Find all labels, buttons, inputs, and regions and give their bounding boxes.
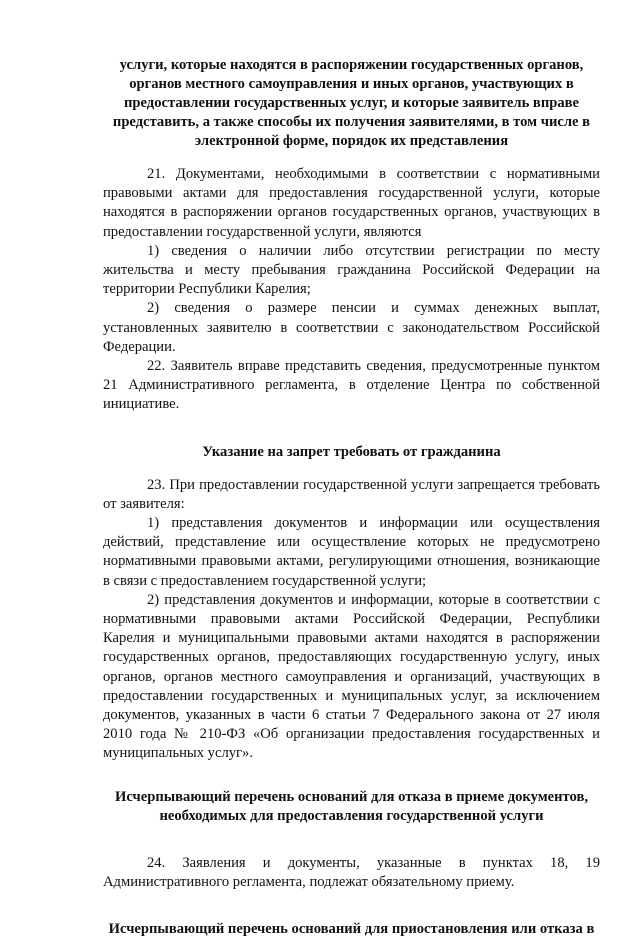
paragraph-23-item-2: 2) представления документов и информации, которые в соответствии с нормативными правовыми актами Российской Федерации, Республики Карелия и муниципальными правовыми актами находятся в распоряжении государственных органов, предоставляющих государственную услугу, иных органов, органов местного самоуправления и организаций, участвующих в предоставлении государственных и муниципальных услуг, за исключением документов, указанных в части 6 статьи 7 Федерального закона от 27 июля 2010 года № 210-ФЗ «Об организации предоставления государственных и муниципальных услуг». — [103, 591, 600, 762]
paragraph-23-item-1: 1) представления документов и информации или осуществления действий, представление или осуществление которых не предусмотрено нормативными правовыми актами, регулирующими отношения, возникающие в связи с предоставлением государственной услуги; — [103, 515, 600, 589]
section-heading-refusal-to-accept: Исчерпывающий перечень оснований для отказа в приеме документов, необходимых для предоставления государственной услуги — [115, 788, 588, 824]
spacer — [103, 462, 600, 476]
section-heading-suspension: Исчерпывающий перечень оснований для приостановления или отказа в — [108, 921, 595, 938]
paragraph-24: 24. Заявления и документы, указанные в пунктах 18, 19 Административного регламента, подлежат обязательному приему. — [103, 854, 600, 890]
spacer — [103, 415, 600, 443]
spacer — [103, 826, 600, 854]
paragraph-21-item-2: 2) сведения о размере пенсии и суммах денежных выплат, установленных заявителю в соответствии с законодательством Российской Федерации. — [103, 300, 600, 355]
paragraph-23-intro: 23. При предоставлении государственной услуги запрещается требовать от заявителя: — [103, 476, 600, 512]
paragraph-21-item-1: 1) сведения о наличии либо отсутствии регистрации по месту жительства и месту пребывания гражданина Российской Федерации на территории Республики Карелия; — [103, 242, 600, 298]
spacer — [103, 764, 600, 788]
paragraph-22: 22. Заявитель вправе представить сведения, предусмотренные пунктом 21 Административного регламента, в отделение Центра по собственной инициативе. — [103, 358, 600, 413]
spacer — [103, 892, 600, 920]
section-heading-prohibition: Указание на запрет требовать от гражданина — [202, 443, 501, 460]
paragraph-21-intro: 21. Документами, необходимыми в соответствии с нормативными правовыми актами для предоставления государственной услуги, которые находятся в распоряжении органов государственных органов, участвующих в предоставлении государственной услуги, являются — [103, 166, 600, 240]
spacer — [103, 151, 600, 165]
section-heading-documents-in-possession: услуги, которые находятся в распоряжении государственных органов, органов местного самоуправления и иных органов, участвующих в предоставлении государственных услуг, и которые заявитель вправе представить, а также способы их получения заявителями, в том числе в электронной форме, порядок их представления — [112, 57, 591, 149]
